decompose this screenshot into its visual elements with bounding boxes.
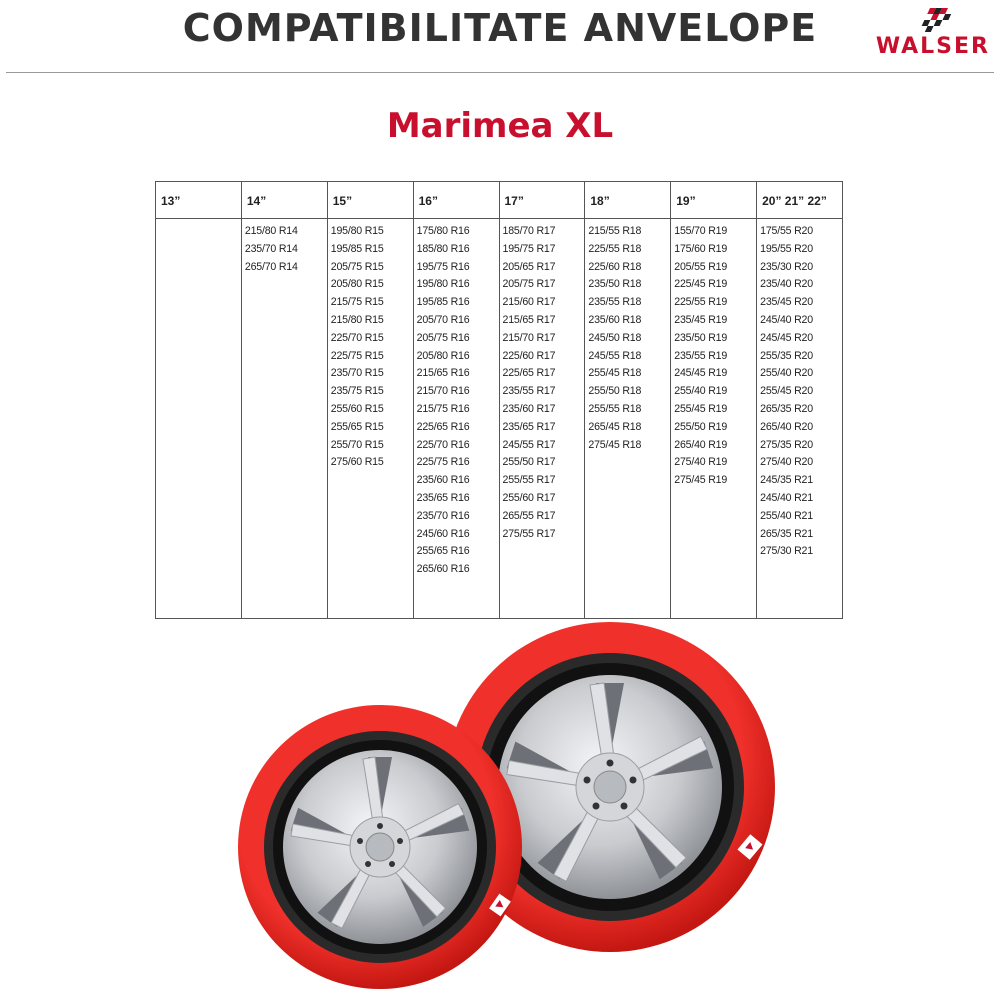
tire-size-item: 235/70 R15	[330, 367, 384, 380]
tire-size-item: 255/60 R15	[330, 402, 384, 415]
tire-size-item: 235/60 R16	[416, 474, 470, 487]
tire-size-item: 265/40 R20	[760, 420, 813, 433]
tire-size-item: 205/70 R16	[416, 313, 470, 326]
tire-size-item: 255/45 R18	[588, 367, 642, 380]
tire-size-item: 235/30 R20	[760, 260, 813, 273]
table-header-row	[156, 182, 843, 219]
wheel-with-textile-snow-sock-icon	[225, 610, 785, 990]
tire-size-item: 235/65 R16	[416, 491, 470, 504]
tire-size-item: 265/60 R16	[416, 563, 470, 576]
tire-size-item: 215/60 R17	[502, 296, 556, 309]
tire-size-item: 215/75 R16	[416, 402, 470, 415]
tire-size-item: 195/85 R16	[416, 296, 470, 309]
column-header-14: 14”	[241, 182, 327, 219]
tire-size-item: 215/65 R17	[502, 313, 556, 326]
tire-size-item: 245/35 R21	[760, 474, 813, 487]
page-title: COMPATIBILITATE ANVELOPE	[182, 6, 818, 50]
tire-size-item: 255/55 R17	[502, 474, 556, 487]
tire-size-item: 225/65 R17	[502, 367, 556, 380]
size-cell	[757, 219, 843, 619]
tire-size-item: 255/45 R19	[674, 402, 728, 415]
table-row	[156, 219, 843, 619]
tire-size-item: 175/55 R20	[760, 225, 813, 237]
tire-size-item: 275/45 R18	[588, 438, 642, 451]
tire-size-item: 245/45 R20	[760, 331, 813, 344]
size-cell	[156, 219, 242, 619]
front-wheel	[238, 705, 522, 989]
tire-size-item: 245/40 R20	[760, 313, 813, 326]
tire-size-item: 275/55 R17	[502, 527, 556, 540]
tire-size-item: 235/70 R16	[416, 509, 470, 522]
tire-size-item: 275/60 R15	[330, 456, 384, 469]
tire-size-item: 255/40 R21	[760, 509, 813, 522]
tire-size-item: 175/80 R16	[416, 225, 470, 237]
tire-size-item: 205/55 R19	[674, 260, 728, 273]
tire-size-item: 235/55 R18	[588, 296, 642, 309]
tire-size-item: 255/35 R20	[760, 349, 813, 362]
tire-size-item: 195/55 R20	[760, 242, 813, 255]
tire-size-item: 215/70 R16	[416, 385, 470, 398]
tire-size-item: 195/80 R15	[330, 225, 384, 237]
tire-size-item: 265/70 R14	[244, 260, 298, 273]
tire-size-item: 205/65 R17	[502, 260, 556, 273]
tire-size-item: 245/45 R19	[674, 367, 728, 380]
tire-size-item: 215/80 R14	[244, 225, 298, 237]
tire-size-item: 265/45 R18	[588, 420, 642, 433]
checkered-flag-icon	[918, 8, 958, 34]
tire-size-item: 225/45 R19	[674, 278, 728, 291]
tire-size-item: 245/50 R18	[588, 331, 642, 344]
tire-size-item: 235/50 R18	[588, 278, 642, 291]
tire-size-item: 255/45 R20	[760, 385, 813, 398]
tire-size-item: 225/75 R15	[330, 349, 384, 362]
tire-size-item: 215/70 R17	[502, 331, 556, 344]
column-header-20-21-22: 20” 21” 22”	[757, 182, 843, 219]
tire-size-item: 215/80 R15	[330, 313, 384, 326]
column-header-19: 19”	[671, 182, 757, 219]
size-cell	[413, 219, 499, 619]
tire-size-item: 235/40 R20	[760, 278, 813, 291]
tire-size-item: 255/65 R16	[416, 545, 470, 558]
tire-size-item: 235/60 R18	[588, 313, 642, 326]
tire-size-item: 265/35 R21	[760, 527, 813, 540]
tire-size-item: 255/50 R18	[588, 385, 642, 398]
brand-name: WALSER	[875, 34, 990, 59]
tire-size-item: 275/30 R21	[760, 545, 813, 558]
tire-size-item: 235/50 R19	[674, 331, 728, 344]
tire-size-item: 255/55 R18	[588, 402, 642, 415]
tire-size-item: 275/45 R19	[674, 474, 728, 487]
tire-size-item: 255/40 R19	[674, 385, 728, 398]
tire-size-item: 225/55 R19	[674, 296, 728, 309]
tire-size-item: 235/70 R14	[244, 242, 298, 255]
tire-size-item: 205/80 R16	[416, 349, 470, 362]
tire-size-item: 255/40 R20	[760, 367, 813, 380]
header-divider	[6, 72, 994, 73]
tire-size-item: 185/70 R17	[502, 225, 556, 237]
tire-size-item: 235/45 R19	[674, 313, 728, 326]
tire-size-item: 235/45 R20	[760, 296, 813, 309]
tire-size-item: 275/40 R20	[760, 456, 813, 469]
tire-size-item: 185/80 R16	[416, 242, 470, 255]
size-cell	[241, 219, 327, 619]
tire-size-item: 235/75 R15	[330, 385, 384, 398]
tire-size-item: 235/60 R17	[502, 402, 556, 415]
tire-size-item: 225/60 R17	[502, 349, 556, 362]
tire-size-item: 175/60 R19	[674, 242, 728, 255]
size-subtitle: Marimea XL	[386, 106, 614, 146]
tire-size-item: 275/40 R19	[674, 456, 728, 469]
tire-size-item: 225/70 R16	[416, 438, 470, 451]
tire-size-item: 225/55 R18	[588, 242, 642, 255]
tire-size-item: 155/70 R19	[674, 225, 728, 237]
size-cell	[671, 219, 757, 619]
tire-size-item: 265/40 R19	[674, 438, 728, 451]
column-header-15: 15”	[327, 182, 413, 219]
tire-size-item: 225/65 R16	[416, 420, 470, 433]
tire-size-item: 265/55 R17	[502, 509, 556, 522]
tire-size-item: 255/65 R15	[330, 420, 384, 433]
tire-size-item: 235/55 R19	[674, 349, 728, 362]
tire-size-item: 255/50 R17	[502, 456, 556, 469]
tire-size-item: 235/65 R17	[502, 420, 556, 433]
compatibility-table	[155, 181, 843, 619]
tire-size-item: 265/35 R20	[760, 402, 813, 415]
tire-size-item: 225/70 R15	[330, 331, 384, 344]
tire-size-item: 255/70 R15	[330, 438, 384, 451]
tire-size-item: 225/75 R16	[416, 456, 470, 469]
tire-size-item: 205/75 R16	[416, 331, 470, 344]
tire-size-item: 245/55 R17	[502, 438, 556, 451]
tire-size-item: 255/60 R17	[502, 491, 556, 504]
tire-size-item: 255/50 R19	[674, 420, 728, 433]
tire-size-item: 195/80 R16	[416, 278, 470, 291]
column-header-17: 17”	[499, 182, 585, 219]
tire-size-item: 245/60 R16	[416, 527, 470, 540]
tire-size-item: 195/75 R16	[416, 260, 470, 273]
column-header-18: 18”	[585, 182, 671, 219]
tire-size-item: 215/55 R18	[588, 225, 642, 237]
tire-size-item: 205/75 R17	[502, 278, 556, 291]
tire-size-item: 235/55 R17	[502, 385, 556, 398]
tire-size-item: 195/75 R17	[502, 242, 556, 255]
walser-logo	[850, 8, 990, 60]
tire-size-item: 245/55 R18	[588, 349, 642, 362]
tire-size-item: 245/40 R21	[760, 491, 813, 504]
tire-size-item: 225/60 R18	[588, 260, 642, 273]
tire-size-item: 215/65 R16	[416, 367, 470, 380]
size-cell	[327, 219, 413, 619]
size-cell	[585, 219, 671, 619]
tire-size-item: 275/35 R20	[760, 438, 813, 451]
tire-size-item: 195/85 R15	[330, 242, 384, 255]
column-header-16: 16”	[413, 182, 499, 219]
column-header-13: 13”	[156, 182, 242, 219]
tire-size-item: 205/75 R15	[330, 260, 384, 273]
tire-size-item: 215/75 R15	[330, 296, 384, 309]
size-cell	[499, 219, 585, 619]
tire-size-item: 205/80 R15	[330, 278, 384, 291]
